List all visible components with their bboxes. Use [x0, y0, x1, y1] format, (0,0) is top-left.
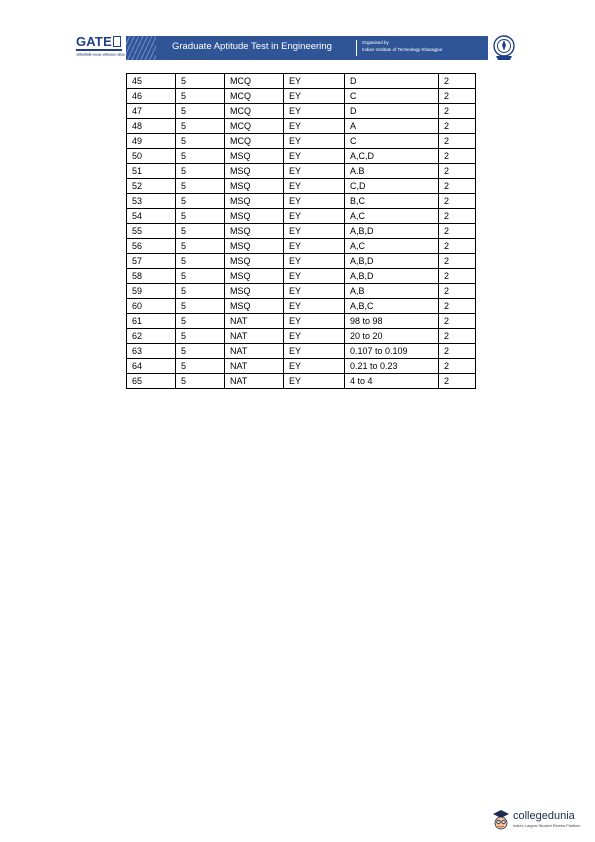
collegedunia-tagline: India's Largest Student Review Platform	[513, 824, 581, 828]
answer-key-cell: D	[345, 74, 439, 89]
table-row	[127, 209, 476, 224]
question-number-cell: 61	[127, 314, 176, 329]
question-number-cell: 59	[127, 284, 176, 299]
answer-key-table-body	[127, 74, 476, 389]
question-number-cell: 65	[127, 374, 176, 389]
answer-key-cell: A,C	[345, 209, 439, 224]
collegedunia-logo	[491, 806, 591, 836]
marks-cell: 2	[439, 254, 476, 269]
marks-cell: 2	[439, 149, 476, 164]
table-row	[127, 344, 476, 359]
table-row	[127, 284, 476, 299]
section-cell: EY	[284, 239, 345, 254]
marks-cell: 2	[439, 344, 476, 359]
session-cell: 5	[176, 179, 225, 194]
question-number-cell: 51	[127, 164, 176, 179]
question-type-cell: MSQ	[225, 239, 284, 254]
table-row	[127, 149, 476, 164]
question-number-cell: 57	[127, 254, 176, 269]
marks-cell: 2	[439, 134, 476, 149]
marks-cell: 2	[439, 239, 476, 254]
session-cell: 5	[176, 374, 225, 389]
session-cell: 5	[176, 284, 225, 299]
answer-key-cell: A,B,D	[345, 269, 439, 284]
session-cell: 5	[176, 359, 225, 374]
table-row	[127, 89, 476, 104]
section-cell: EY	[284, 209, 345, 224]
question-type-cell: NAT	[225, 359, 284, 374]
section-cell: EY	[284, 314, 345, 329]
marks-cell: 2	[439, 179, 476, 194]
answer-key-cell: A	[345, 119, 439, 134]
table-row	[127, 74, 476, 89]
section-cell: EY	[284, 194, 345, 209]
question-type-cell: NAT	[225, 374, 284, 389]
gate-logo-hindi: अभियांत्रिकी स्नातक अभिक्षमता परीक्षा	[76, 53, 125, 57]
question-type-cell: MSQ	[225, 224, 284, 239]
session-cell: 5	[176, 209, 225, 224]
organizer-label: Organised by	[362, 40, 389, 45]
section-cell: EY	[284, 179, 345, 194]
marks-cell: 2	[439, 284, 476, 299]
section-cell: EY	[284, 164, 345, 179]
marks-cell: 2	[439, 314, 476, 329]
question-number-cell: 48	[127, 119, 176, 134]
question-type-cell: MCQ	[225, 134, 284, 149]
table-row	[127, 119, 476, 134]
answer-key-cell: A,B,C	[345, 299, 439, 314]
question-type-cell: MSQ	[225, 284, 284, 299]
answer-key-cell: A.B	[345, 164, 439, 179]
answer-key-cell: C	[345, 89, 439, 104]
session-cell: 5	[176, 134, 225, 149]
section-cell: EY	[284, 329, 345, 344]
question-number-cell: 63	[127, 344, 176, 359]
answer-key-cell: B,C	[345, 194, 439, 209]
table-row	[127, 224, 476, 239]
question-number-cell: 54	[127, 209, 176, 224]
question-number-cell: 64	[127, 359, 176, 374]
session-cell: 5	[176, 344, 225, 359]
question-number-cell: 55	[127, 224, 176, 239]
question-number-cell: 49	[127, 134, 176, 149]
answer-key-table	[126, 73, 476, 389]
question-number-cell: 60	[127, 299, 176, 314]
question-type-cell: NAT	[225, 344, 284, 359]
question-type-cell: MSQ	[225, 299, 284, 314]
section-cell: EY	[284, 284, 345, 299]
answer-key-cell: 20 to 20	[345, 329, 439, 344]
marks-cell: 2	[439, 119, 476, 134]
section-cell: EY	[284, 359, 345, 374]
session-cell: 5	[176, 314, 225, 329]
table-row	[127, 104, 476, 119]
marks-cell: 2	[439, 209, 476, 224]
section-cell: EY	[284, 134, 345, 149]
answer-key-cell: 0.107 to 0.109	[345, 344, 439, 359]
question-number-cell: 52	[127, 179, 176, 194]
question-number-cell: 46	[127, 89, 176, 104]
marks-cell: 2	[439, 89, 476, 104]
answer-key-cell: D	[345, 104, 439, 119]
marks-cell: 2	[439, 299, 476, 314]
session-cell: 5	[176, 194, 225, 209]
table-row	[127, 164, 476, 179]
gate-logo-text: GATE	[76, 34, 112, 49]
header-banner	[126, 36, 488, 60]
question-type-cell: MSQ	[225, 209, 284, 224]
answer-key-cell: A,B	[345, 284, 439, 299]
answer-key-cell: 0.21 to 0.23	[345, 359, 439, 374]
answer-key-cell: A,C	[345, 239, 439, 254]
question-number-cell: 45	[127, 74, 176, 89]
section-cell: EY	[284, 224, 345, 239]
question-number-cell: 47	[127, 104, 176, 119]
section-cell: EY	[284, 374, 345, 389]
marks-cell: 2	[439, 269, 476, 284]
gate-logo-mark	[113, 36, 121, 47]
answer-key-cell: 4 to 4	[345, 374, 439, 389]
session-cell: 5	[176, 74, 225, 89]
marks-cell: 2	[439, 104, 476, 119]
question-type-cell: MSQ	[225, 179, 284, 194]
answer-key-cell: A,B,D	[345, 224, 439, 239]
question-number-cell: 53	[127, 194, 176, 209]
marks-cell: 2	[439, 359, 476, 374]
table-row	[127, 374, 476, 389]
marks-cell: 2	[439, 329, 476, 344]
table-row	[127, 329, 476, 344]
gate-logo-underline	[76, 49, 122, 51]
section-cell: EY	[284, 89, 345, 104]
marks-cell: 2	[439, 374, 476, 389]
answer-key-cell: 98 to 98	[345, 314, 439, 329]
section-cell: EY	[284, 104, 345, 119]
question-type-cell: MSQ	[225, 194, 284, 209]
collegedunia-brand: collegedunia	[513, 810, 575, 822]
section-cell: EY	[284, 119, 345, 134]
session-cell: 5	[176, 239, 225, 254]
question-number-cell: 56	[127, 239, 176, 254]
organizer-name: Indian Institute of Technology Kharagpur	[362, 47, 443, 52]
session-cell: 5	[176, 329, 225, 344]
iit-kharagpur-emblem-icon	[492, 35, 516, 61]
answer-key-cell: A,C,D	[345, 149, 439, 164]
session-cell: 5	[176, 104, 225, 119]
question-type-cell: MSQ	[225, 254, 284, 269]
collegedunia-mascot-icon	[491, 808, 511, 832]
section-cell: EY	[284, 254, 345, 269]
question-number-cell: 58	[127, 269, 176, 284]
marks-cell: 2	[439, 164, 476, 179]
table-row	[127, 179, 476, 194]
question-type-cell: MSQ	[225, 269, 284, 284]
question-type-cell: MCQ	[225, 89, 284, 104]
banner-separator	[356, 40, 357, 56]
session-cell: 5	[176, 269, 225, 284]
table-row	[127, 269, 476, 284]
session-cell: 5	[176, 119, 225, 134]
banner-body	[156, 36, 488, 60]
question-type-cell: MCQ	[225, 119, 284, 134]
table-row	[127, 254, 476, 269]
section-cell: EY	[284, 344, 345, 359]
question-number-cell: 50	[127, 149, 176, 164]
table-row	[127, 239, 476, 254]
section-cell: EY	[284, 74, 345, 89]
section-cell: EY	[284, 149, 345, 164]
question-type-cell: MCQ	[225, 104, 284, 119]
table-row	[127, 314, 476, 329]
session-cell: 5	[176, 164, 225, 179]
section-cell: EY	[284, 269, 345, 284]
question-type-cell: NAT	[225, 329, 284, 344]
marks-cell: 2	[439, 194, 476, 209]
marks-cell: 2	[439, 224, 476, 239]
banner-title: Graduate Aptitude Test in Engineering	[172, 41, 332, 52]
marks-cell: 2	[439, 74, 476, 89]
table-row	[127, 299, 476, 314]
section-cell: EY	[284, 299, 345, 314]
question-type-cell: NAT	[225, 314, 284, 329]
question-type-cell: MSQ	[225, 164, 284, 179]
question-type-cell: MSQ	[225, 149, 284, 164]
page-header	[0, 0, 595, 72]
answer-key-cell: C,D	[345, 179, 439, 194]
question-type-cell: MCQ	[225, 74, 284, 89]
session-cell: 5	[176, 299, 225, 314]
session-cell: 5	[176, 149, 225, 164]
question-number-cell: 62	[127, 329, 176, 344]
table-row	[127, 194, 476, 209]
gate-logo	[76, 34, 125, 60]
answer-key-cell: A,B,D	[345, 254, 439, 269]
table-row	[127, 134, 476, 149]
session-cell: 5	[176, 224, 225, 239]
answer-key-cell: C	[345, 134, 439, 149]
table-row	[127, 359, 476, 374]
session-cell: 5	[176, 254, 225, 269]
session-cell: 5	[176, 89, 225, 104]
